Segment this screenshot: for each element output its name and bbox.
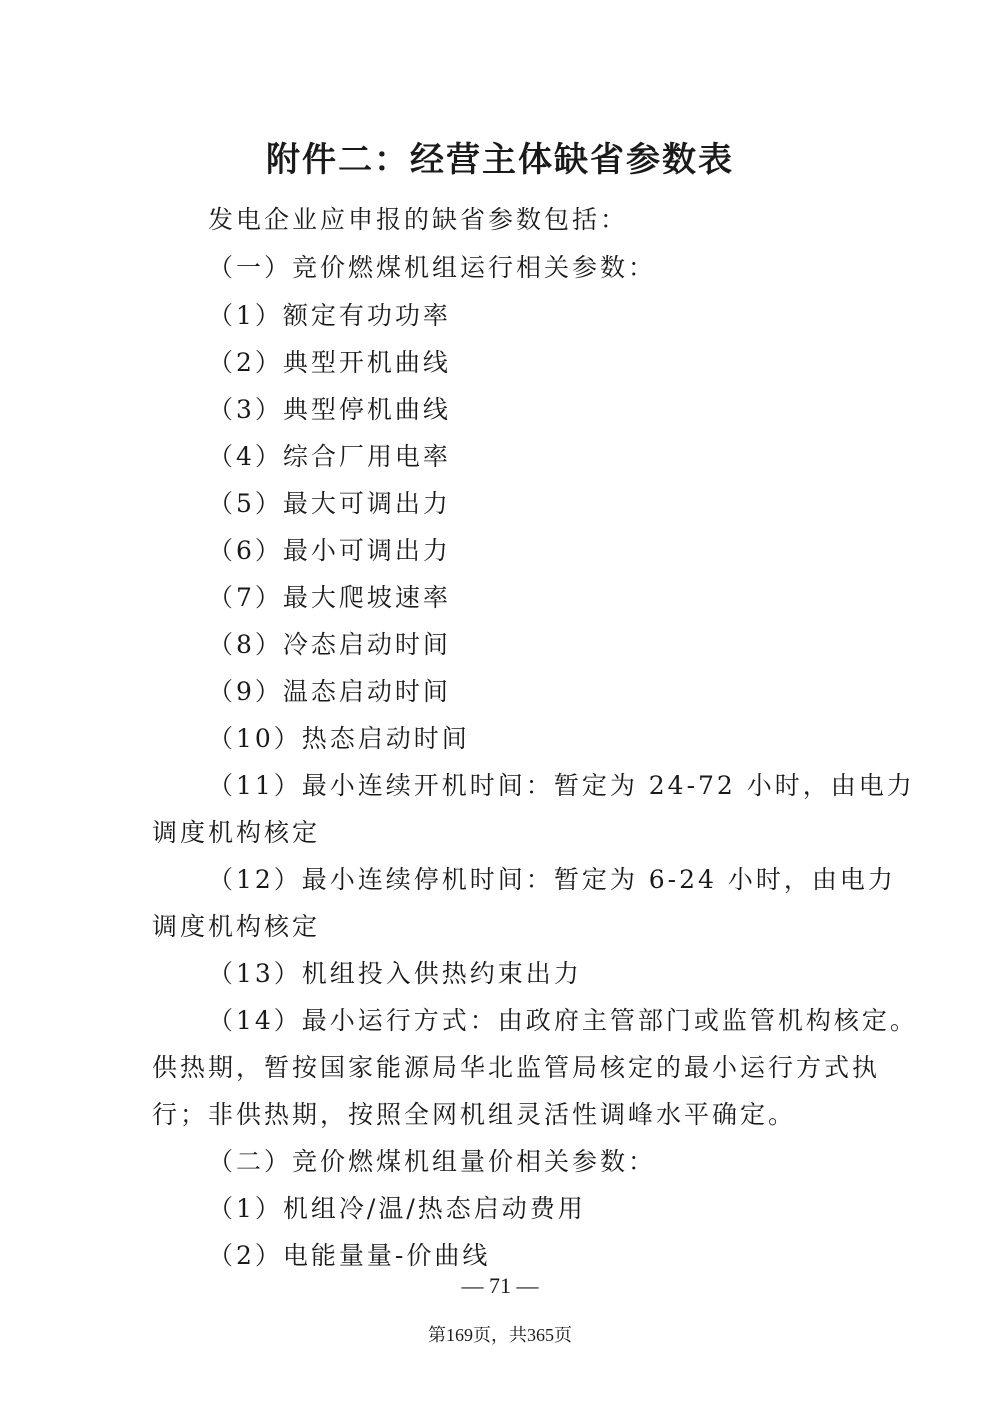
list-item-continuation: 供热期，暂按国家能源局华北监管局核定的最小运行方式执: [152, 1053, 881, 1082]
list-item: （13）机组投入供热约束出力: [208, 959, 582, 988]
list-item: （9）温态启动时间: [208, 677, 451, 706]
list-item: （8）冷态启动时间: [208, 630, 451, 659]
list-item-continuation: 调度机构核定: [152, 912, 321, 941]
page-number: — 71 —: [461, 1273, 539, 1298]
list-item: （11）最小连续开机时间：暂定为 24-72 小时，由电力: [208, 771, 915, 800]
list-item: （12）最小连续停机时间：暂定为 6-24 小时，由电力: [208, 865, 896, 894]
list-item-continuation: 行；非供热期，按照全网机组灵活性调峰水平确定。: [152, 1100, 797, 1129]
list-item: （5）最大可调出力: [208, 489, 451, 518]
list-item: （3）典型停机曲线: [208, 395, 451, 424]
list-item: （2）电能量量-价曲线: [208, 1241, 491, 1270]
list-item: （10）热态启动时间: [208, 724, 470, 753]
paragraph-line: 发电企业应申报的缺省参数包括：: [208, 205, 629, 234]
list-item: （1）额定有功功率: [208, 301, 451, 330]
list-item-continuation: 调度机构核定: [152, 818, 321, 847]
list-item: （14）最小运行方式：由政府主管部门或监管机构核定。: [208, 1006, 918, 1035]
list-item: （2）典型开机曲线: [208, 348, 451, 377]
page-info: 第169页，共365页: [428, 1325, 572, 1345]
section-heading: （二）竞价燃煤机组量价相关参数：: [208, 1147, 657, 1176]
list-item: （1）机组冷/温/热态启动费用: [208, 1194, 586, 1223]
section-heading: （一）竞价燃煤机组运行相关参数：: [208, 253, 657, 282]
list-item: （4）综合厂用电率: [208, 442, 451, 471]
list-item: （7）最大爬坡速率: [208, 583, 451, 612]
document-title: 附件二：经营主体缺省参数表: [266, 140, 734, 180]
list-item: （6）最小可调出力: [208, 536, 451, 565]
